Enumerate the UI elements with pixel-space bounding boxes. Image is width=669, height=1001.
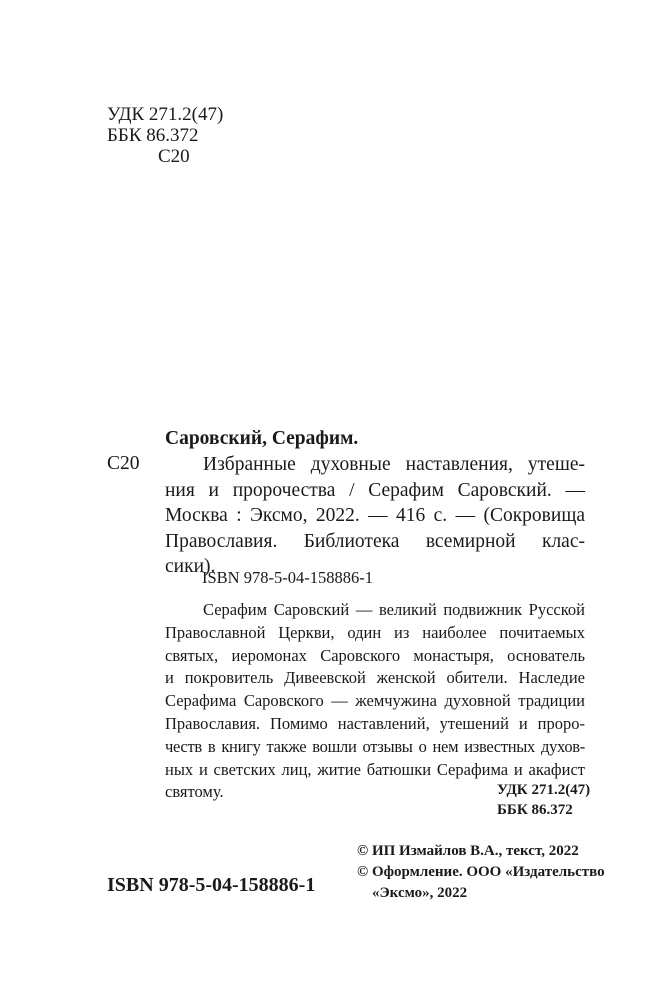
annotation (165, 599, 585, 804)
classification-bbk: ББК 86.372 (497, 802, 573, 818)
annotation-line: честв в книгу также вошли отзывы о нем известных духов- (165, 736, 585, 756)
entry-author-mark: С20 (107, 453, 140, 474)
entry-line: Москва : Эксмо, 2022. — 416 с. — (Сокровища (165, 505, 585, 526)
entry-line: ния и пророчества / Серафим Саровский. — (165, 479, 585, 501)
annotation-line: и покровитель Дивеевской женской обители. Наследие (165, 668, 585, 688)
entry-line: Избранные духовные наставления, утеше- (203, 454, 585, 475)
header-udk: УДК 271.2(47) (107, 104, 224, 125)
entry-isbn: ISBN 978-5-04-158886-1 (202, 568, 373, 587)
annotation-line: ных и светских лиц, житие батюшки Серафима и акафист (165, 759, 585, 779)
footer-isbn: ISBN 978-5-04-158886-1 (107, 874, 316, 896)
copyright-design: © Оформление. ООО «Издательство (357, 864, 605, 880)
annotation-line: Серафима Саровского — жемчужина духовной традиции (165, 691, 585, 711)
copyright-design-cont: «Эксмо», 2022 (372, 885, 468, 901)
annotation-line: Православия. Помимо наставлений, утешений и проро- (165, 713, 585, 733)
entry-author: Саровский, Серафим. (165, 428, 359, 449)
annotation-line: Серафим Саровский — великий подвижник Русской (203, 600, 585, 619)
header-bbk: ББК 86.372 (107, 125, 199, 146)
entry-line: сики). (165, 556, 216, 577)
annotation-line: святых, иеромонах Саровского монастыря, основатель (165, 645, 585, 665)
header-author-mark: С20 (158, 146, 190, 167)
copyright-text: © ИП Измайлов В.А., текст, 2022 (357, 843, 579, 859)
classification-udk: УДК 271.2(47) (497, 782, 591, 798)
bibliographic-description (165, 452, 585, 580)
annotation-line: святому. (165, 782, 224, 802)
entry-line: Православия. Библиотека всемирной клас- (165, 530, 585, 552)
annotation-line: Православной Церкви, один из наиболее почитаемых (165, 622, 585, 642)
